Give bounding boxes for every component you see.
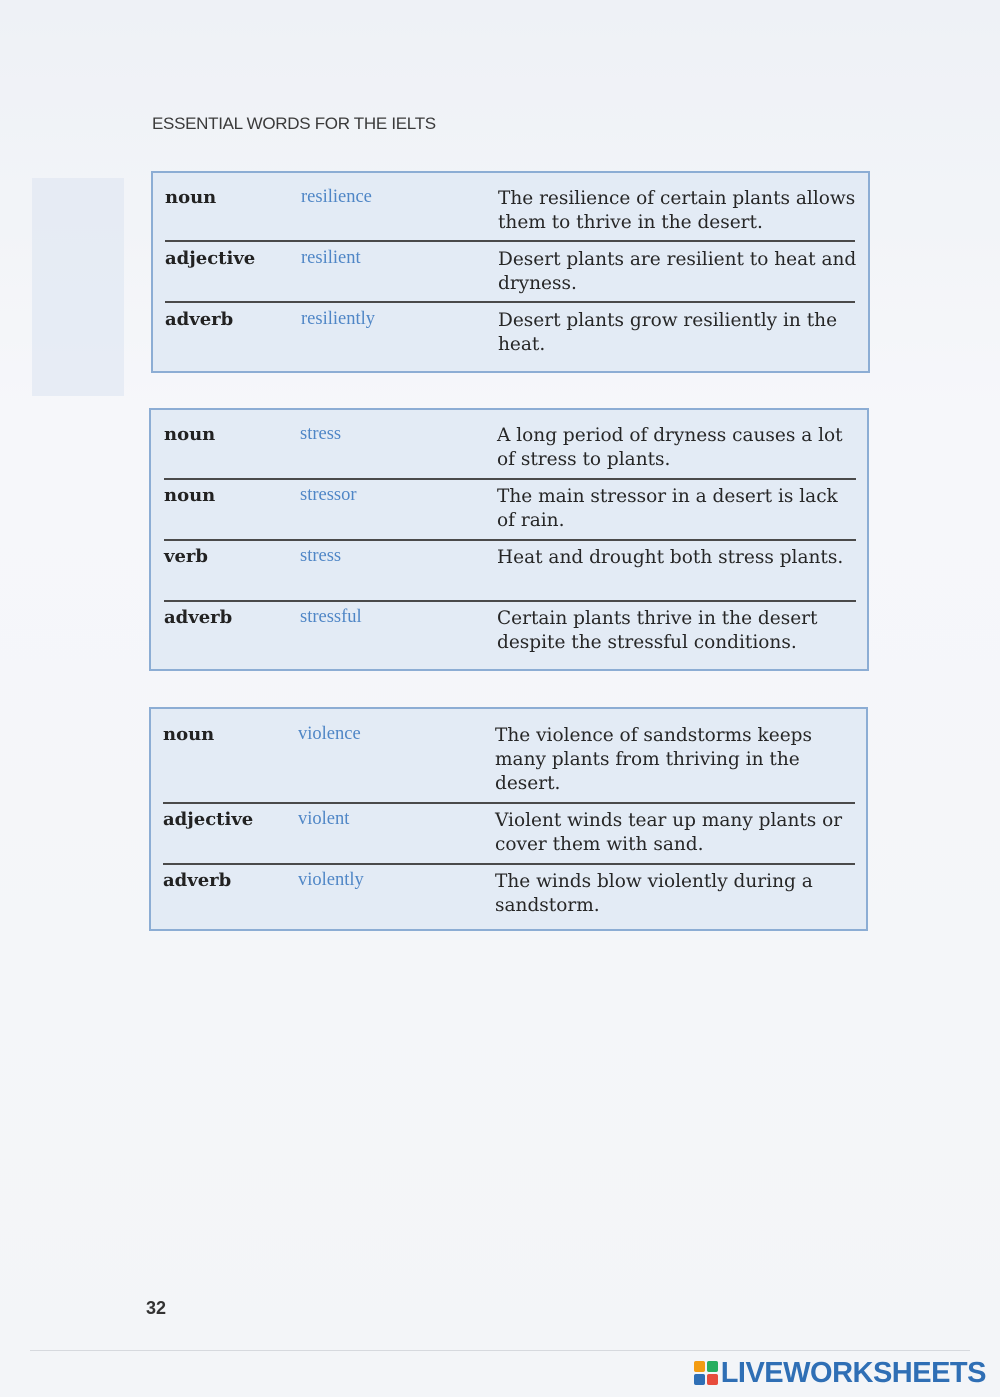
- logo-square: [694, 1361, 705, 1372]
- part-of-speech: adverb: [164, 607, 233, 628]
- part-of-speech: noun: [165, 187, 217, 208]
- example-sentence: The winds blow violently during a sandstorm.: [495, 871, 813, 916]
- part-of-speech: noun: [164, 424, 216, 445]
- row-divider: [165, 240, 855, 242]
- row-divider: [163, 802, 855, 804]
- word-form: violently: [298, 870, 364, 890]
- logo-square: [694, 1374, 705, 1385]
- example-sentence: Desert plants are resilient to heat and dryness.: [498, 249, 857, 294]
- logo-square: [707, 1374, 718, 1385]
- show-through-block: [32, 178, 124, 396]
- row-divider: [163, 863, 855, 865]
- word-form: violence: [298, 724, 361, 744]
- liveworksheets-logo-icon: [694, 1361, 718, 1385]
- part-of-speech: adjective: [165, 248, 256, 269]
- part-of-speech: adjective: [163, 809, 254, 830]
- example-sentence: Desert plants grow resiliently in the heat.: [498, 310, 838, 355]
- part-of-speech: noun: [163, 724, 215, 745]
- example-sentence: The main stressor in a desert is lack of rain.: [497, 486, 838, 531]
- brand-text: LIVEWORKSHEETS: [720, 1356, 986, 1389]
- word-box-stress: [149, 408, 869, 671]
- footer-divider: [30, 1350, 970, 1351]
- word-form: stress: [300, 546, 342, 566]
- row-divider: [165, 301, 855, 303]
- example-sentence: Certain plants thrive in the desert despite the stressful conditions.: [497, 608, 818, 653]
- word-form: resiliently: [301, 309, 375, 329]
- example-sentence: The violence of sandstorms keeps many plants from thriving in the desert.: [495, 725, 812, 794]
- page-header: ESSENTIAL WORDS FOR THE IELTS: [152, 114, 436, 133]
- part-of-speech: adverb: [163, 870, 232, 891]
- word-form: stressful: [300, 607, 362, 627]
- part-of-speech: adverb: [165, 309, 234, 330]
- example-sentence: Heat and drought both stress plants.: [497, 547, 844, 568]
- word-form: stress: [300, 424, 342, 444]
- logo-square: [707, 1361, 718, 1372]
- example-sentence: A long period of dryness causes a lot of stress to plants.: [497, 425, 843, 470]
- row-divider: [164, 539, 856, 541]
- word-form: resilient: [301, 248, 361, 268]
- example-sentence: Violent winds tear up many plants or cover them with sand.: [495, 810, 843, 855]
- part-of-speech: verb: [164, 546, 208, 567]
- row-divider: [164, 600, 856, 602]
- word-box-resilience: [151, 171, 870, 373]
- word-box-violence: [149, 707, 868, 931]
- word-form: resilience: [301, 187, 372, 207]
- liveworksheets-brand[interactable]: [694, 1356, 986, 1390]
- example-sentence: The resilience of certain plants allows them to thrive in the desert.: [498, 188, 856, 233]
- part-of-speech: noun: [164, 485, 216, 506]
- word-form: stressor: [300, 485, 357, 505]
- word-form: violent: [298, 809, 350, 829]
- page-number: 32: [146, 1298, 167, 1318]
- row-divider: [164, 478, 856, 480]
